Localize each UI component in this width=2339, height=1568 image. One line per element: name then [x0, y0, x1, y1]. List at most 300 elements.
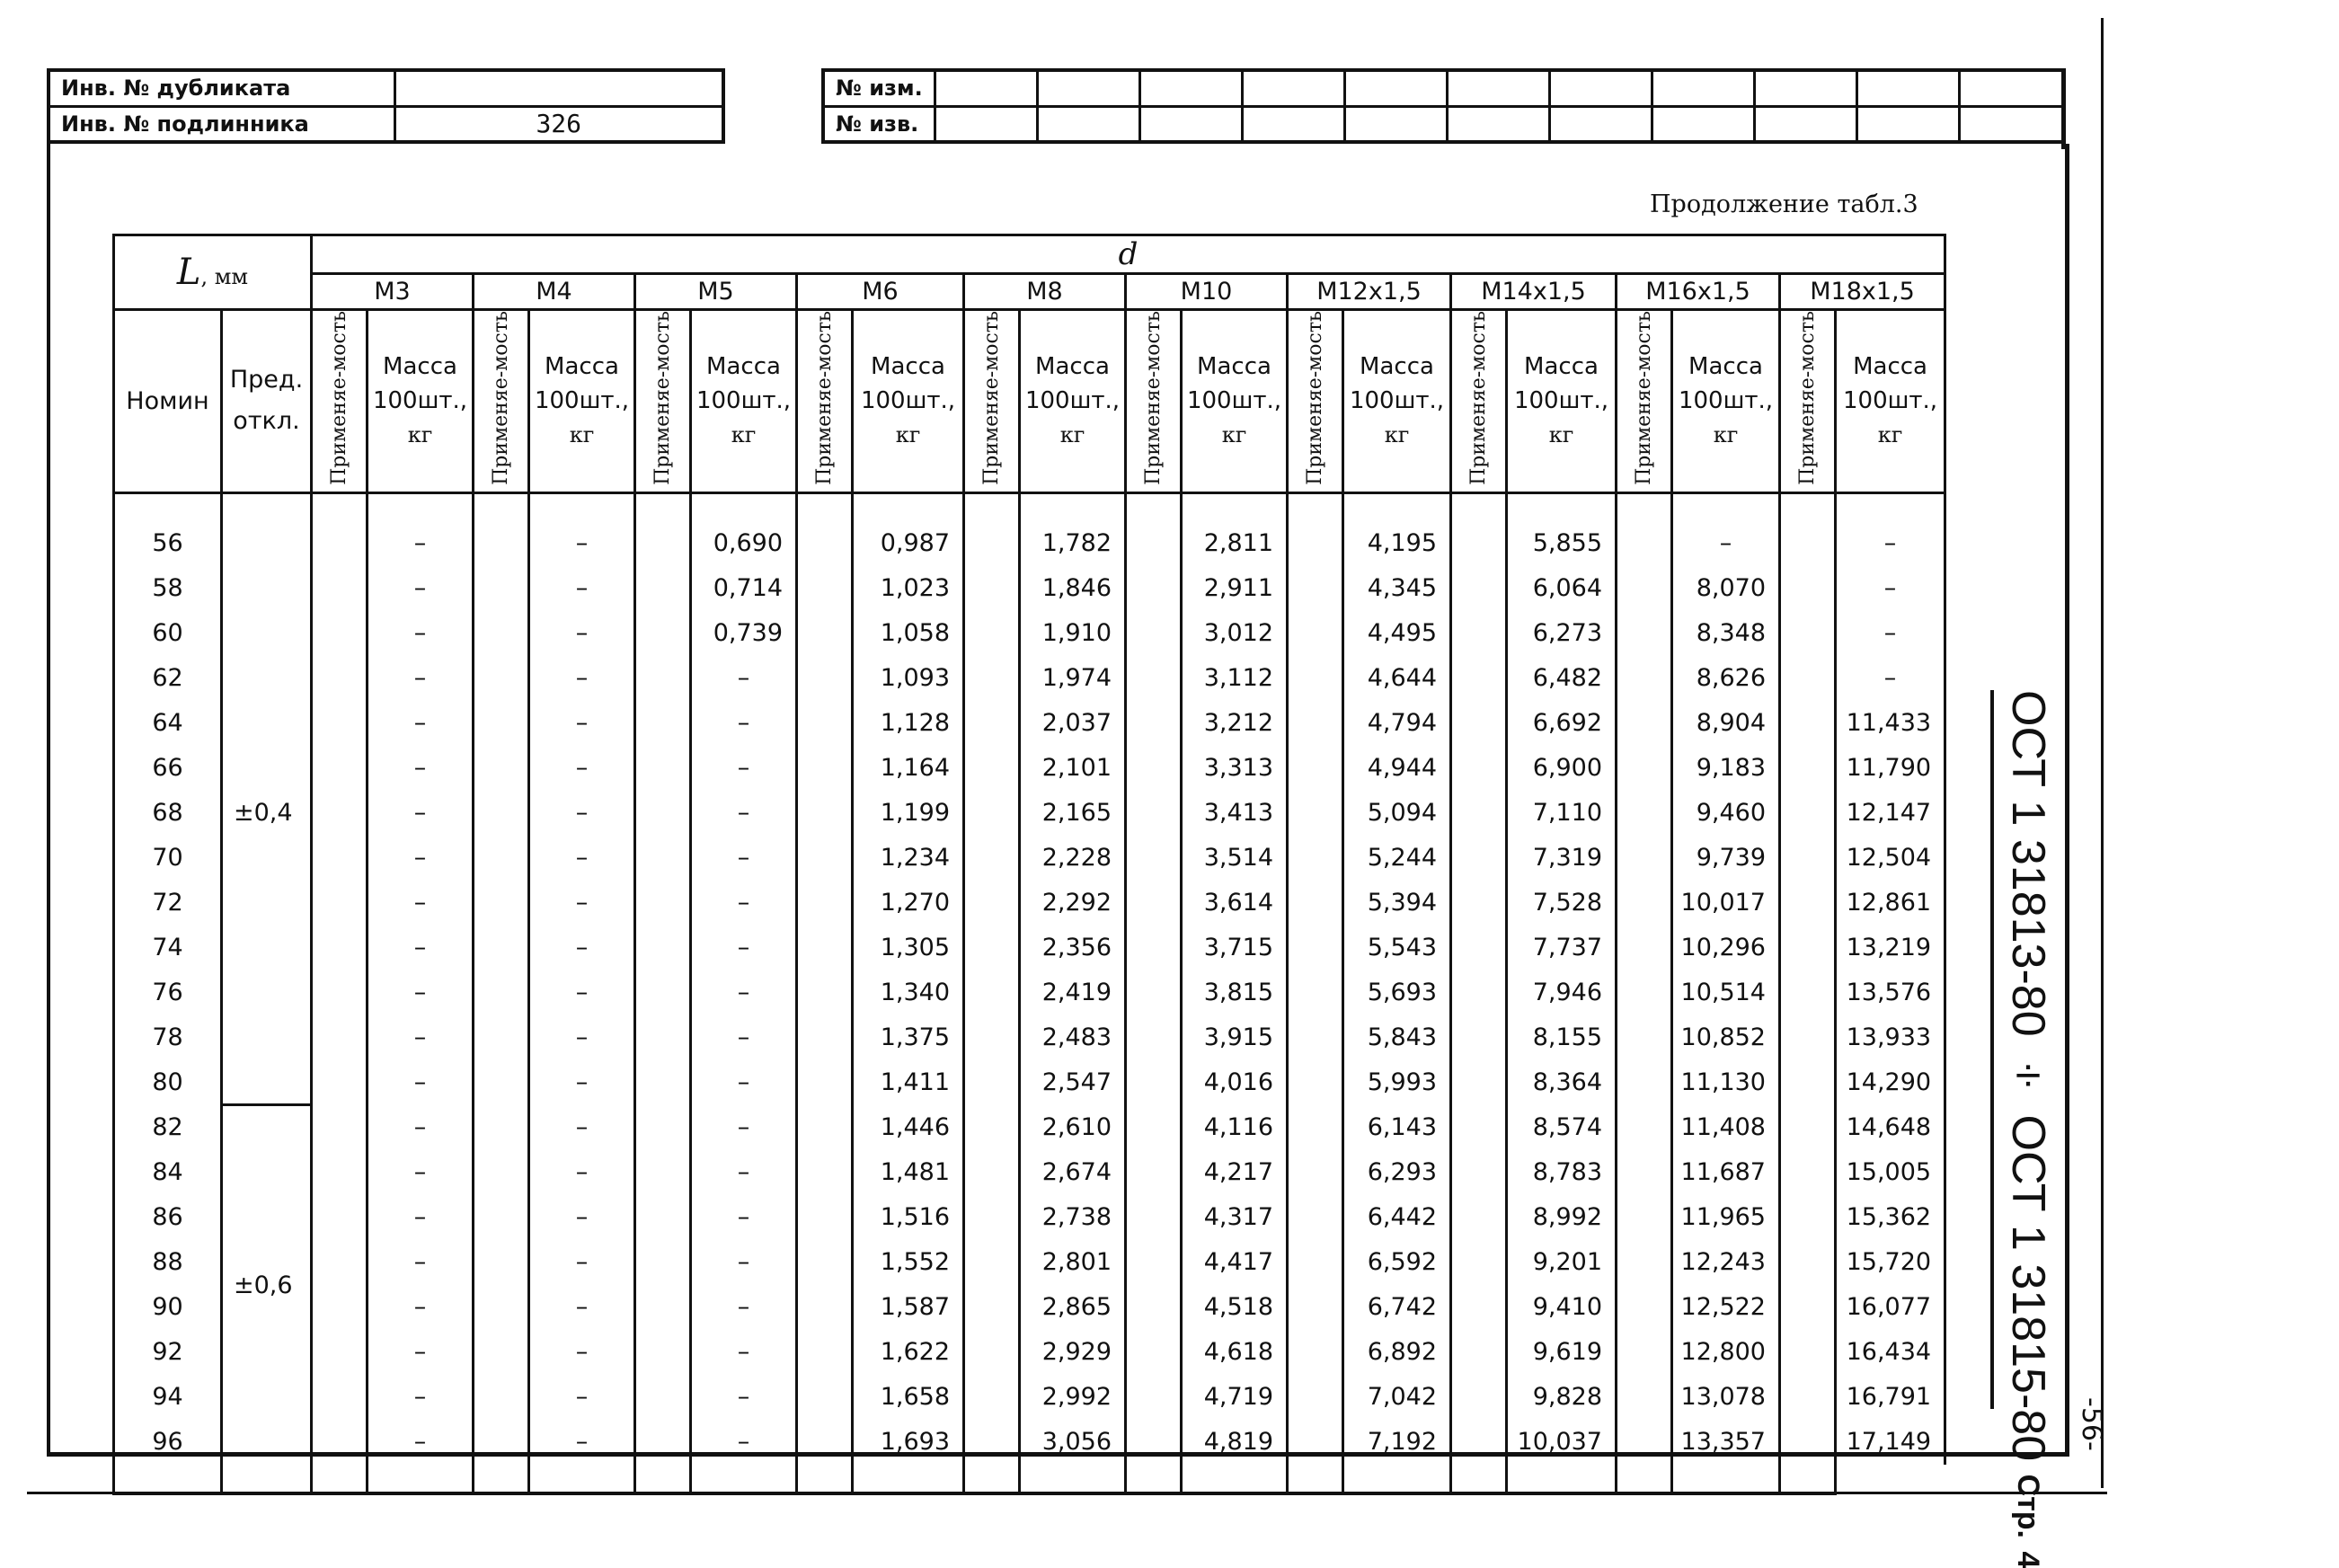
applicability-cell [797, 1195, 853, 1240]
applicability-cell [1288, 521, 1343, 566]
applicability-cell [797, 1330, 853, 1375]
applicability-cell [1617, 1015, 1672, 1060]
mass-value: 7,319 [1507, 836, 1617, 881]
mass-value: 11,433 [1836, 701, 1945, 746]
applicability-cell [635, 1420, 691, 1465]
applicability-cell [1780, 881, 1836, 926]
length-symbol: L [176, 252, 201, 293]
applicability-cell [964, 1420, 1020, 1465]
mass-value: 1,093 [853, 656, 964, 701]
mass-unit-label: кг [569, 422, 595, 448]
applicability-cell [1126, 1015, 1182, 1060]
applicability-cell [1451, 1285, 1507, 1330]
applicability-cell [474, 1285, 529, 1330]
applicability-cell [312, 1060, 368, 1105]
frame-right-line [2061, 68, 2066, 149]
applicability-cell [1451, 1105, 1507, 1150]
mass-value: 0,690 [691, 521, 797, 566]
applicability-cell [635, 1015, 691, 1060]
applicability-cell [1451, 656, 1507, 701]
applicability-cell [474, 521, 529, 566]
mass-value: 8,348 [1672, 611, 1780, 656]
mass-value: – [529, 746, 635, 791]
applicability-cell [1288, 1285, 1343, 1330]
length-value: 68 [114, 791, 222, 836]
mass-value: 0,739 [691, 611, 797, 656]
applicability-cell [964, 1195, 1020, 1240]
mass-value: 1,481 [853, 1150, 964, 1195]
table-row [114, 1015, 1945, 1060]
mass-value: 1,910 [1020, 611, 1126, 656]
mass-value: – [691, 1015, 797, 1060]
mass-value: 2,911 [1182, 566, 1288, 611]
spacer-cell [1507, 492, 1617, 521]
length-value: 88 [114, 1240, 222, 1285]
change-no-label: № изм. [823, 70, 935, 106]
mass-value: 12,243 [1672, 1240, 1780, 1285]
spacer-cell [797, 492, 853, 521]
mass-header [1836, 310, 1945, 493]
mass-value: – [529, 1375, 635, 1420]
mass-value: – [529, 836, 635, 881]
mass-value: 5,843 [1343, 1015, 1451, 1060]
mass-value: 4,116 [1182, 1105, 1288, 1150]
length-value: 56 [114, 521, 222, 566]
mass-value: 4,644 [1343, 656, 1451, 701]
mass-value: 12,147 [1836, 791, 1945, 836]
mass-label: Масса [1035, 353, 1110, 381]
mass-value: 2,738 [1020, 1195, 1126, 1240]
spacer-cell [474, 492, 529, 521]
mass-value: – [529, 656, 635, 701]
table-continuation-label: Продолжение табл.3 [1650, 190, 1918, 218]
applicability-cell [312, 611, 368, 656]
mass-value: 10,852 [1672, 1015, 1780, 1060]
mass-value: – [368, 926, 474, 970]
mass-value: – [529, 1330, 635, 1375]
mass-value: – [368, 1105, 474, 1150]
mass-value: 1,270 [853, 881, 964, 926]
applicability-cell [1126, 836, 1182, 881]
mass-value: – [691, 1330, 797, 1375]
applicability-cell [1288, 1150, 1343, 1195]
mass-value: 1,305 [853, 926, 964, 970]
applicability-cell [1780, 1195, 1836, 1240]
mass-unit-label: кг [1059, 422, 1085, 448]
mass-value: 7,946 [1507, 970, 1617, 1015]
table-row [114, 566, 1945, 611]
mass-value: 7,042 [1343, 1375, 1451, 1420]
applicability-cell [1288, 1015, 1343, 1060]
mass-value: 5,693 [1343, 970, 1451, 1015]
applicability-cell [312, 1420, 368, 1465]
mass-qty-label: 100шт., [1513, 387, 1609, 415]
mass-value: 4,719 [1182, 1375, 1288, 1420]
mass-value: – [529, 791, 635, 836]
applicability-cell [312, 1285, 368, 1330]
mass-label: Масса [383, 353, 457, 381]
mass-value: – [368, 611, 474, 656]
applicability-header [1451, 310, 1507, 493]
applicability-cell [1126, 970, 1182, 1015]
mass-value: 3,413 [1182, 791, 1288, 836]
mass-value: 1,411 [853, 1060, 964, 1105]
applicability-cell [1451, 1420, 1507, 1465]
applicability-cell [1126, 881, 1182, 926]
mass-value: 2,929 [1020, 1330, 1126, 1375]
mass-value: 4,495 [1343, 611, 1451, 656]
mass-label: Масса [706, 353, 781, 381]
mass-label: Масса [545, 353, 619, 381]
mass-label: Масса [1197, 353, 1271, 381]
mass-value: – [691, 1285, 797, 1330]
applicability-cell [1780, 1015, 1836, 1060]
applicability-cell [312, 1015, 368, 1060]
thread-size-header: М5 [635, 274, 797, 310]
applicability-cell [797, 1150, 853, 1195]
table-row [114, 926, 1945, 970]
applicability-cell [312, 1195, 368, 1240]
applicability-cell [474, 1015, 529, 1060]
mass-value: 9,460 [1672, 791, 1780, 836]
applicability-cell [1617, 926, 1672, 970]
mass-value: – [691, 656, 797, 701]
applicability-header [1288, 310, 1343, 493]
applicability-cell [312, 926, 368, 970]
frame-top-left-line [47, 68, 50, 149]
spacer-cell [1617, 492, 1672, 521]
tolerance-label-1: Пред. [229, 366, 304, 394]
mass-value: 1,516 [853, 1195, 964, 1240]
spacer-cell [964, 1465, 1020, 1493]
applicability-cell [635, 521, 691, 566]
spacer-cell [312, 492, 368, 521]
applicability-cell [1617, 611, 1672, 656]
applicability-cell [1288, 791, 1343, 836]
mass-value: 1,974 [1020, 656, 1126, 701]
applicability-cell [1780, 611, 1836, 656]
applicability-cell [635, 970, 691, 1015]
applicability-cell [474, 746, 529, 791]
sheet-label: Стр. [2011, 1474, 2045, 1538]
applicability-cell [635, 746, 691, 791]
mass-value: 3,112 [1182, 656, 1288, 701]
mass-value: 3,614 [1182, 881, 1288, 926]
mass-value: 10,296 [1672, 926, 1780, 970]
mass-value: 16,791 [1836, 1375, 1945, 1420]
change-stamp [821, 68, 2066, 144]
mass-value: – [529, 1420, 635, 1465]
mass-value: 6,293 [1343, 1150, 1451, 1195]
mass-value: 5,394 [1343, 881, 1451, 926]
mass-value: 16,434 [1836, 1330, 1945, 1375]
spacer-cell [1836, 492, 1945, 521]
applicability-cell [312, 566, 368, 611]
mass-value: – [691, 1150, 797, 1195]
mass-value: – [1672, 521, 1780, 566]
mass-value: 9,828 [1507, 1375, 1617, 1420]
mass-value: 9,183 [1672, 746, 1780, 791]
applicability-cell [1617, 1195, 1672, 1240]
mass-value: 7,737 [1507, 926, 1617, 970]
spacer-cell [529, 1465, 635, 1493]
applicability-cell [1780, 521, 1836, 566]
applicability-cell [1780, 1330, 1836, 1375]
table-row [114, 1240, 1945, 1285]
table-row [114, 1105, 1945, 1150]
mass-value: 13,576 [1836, 970, 1945, 1015]
mass-value: 6,064 [1507, 566, 1617, 611]
applicability-cell [797, 656, 853, 701]
mass-label: Масса [1688, 353, 1763, 381]
applicability-cell [1451, 791, 1507, 836]
spacer-cell [312, 1465, 368, 1493]
applicability-cell [312, 1330, 368, 1375]
mass-value: 4,518 [1182, 1285, 1288, 1330]
mass-value: – [368, 1195, 474, 1240]
mass-value: 2,865 [1020, 1285, 1126, 1330]
mass-value: 6,482 [1507, 656, 1617, 701]
mass-value: 2,801 [1020, 1240, 1126, 1285]
mass-value: 2,610 [1020, 1105, 1126, 1150]
mass-value: – [368, 1240, 474, 1285]
applicability-label: Применяе-мость [1303, 311, 1326, 485]
mass-value: 6,273 [1507, 611, 1617, 656]
mass-value: 2,483 [1020, 1015, 1126, 1060]
spacer-cell [1288, 1465, 1343, 1493]
applicability-cell [1126, 791, 1182, 836]
table-row [114, 1195, 1945, 1240]
applicability-label: Применяе-мость [327, 311, 350, 485]
mass-value: 8,626 [1672, 656, 1780, 701]
applicability-cell [1126, 1240, 1182, 1285]
length-value: 92 [114, 1330, 222, 1375]
applicability-cell [1126, 1105, 1182, 1150]
applicability-cell [474, 926, 529, 970]
mass-value: – [368, 1015, 474, 1060]
mass-unit-label: кг [1548, 422, 1574, 448]
applicability-cell [1451, 1240, 1507, 1285]
mass-header [1507, 310, 1617, 493]
applicability-cell [1451, 881, 1507, 926]
mass-value: – [529, 881, 635, 926]
mass-value: 9,739 [1672, 836, 1780, 881]
applicability-cell [797, 701, 853, 746]
applicability-cell [635, 1330, 691, 1375]
mass-value: 2,811 [1182, 521, 1288, 566]
mass-value: 7,528 [1507, 881, 1617, 926]
applicability-cell [964, 1240, 1020, 1285]
applicability-cell [1780, 1375, 1836, 1420]
length-value: 80 [114, 1060, 222, 1105]
spacer-cell [1343, 492, 1451, 521]
applicability-cell [474, 1375, 529, 1420]
applicability-cell [1780, 1060, 1836, 1105]
mass-value: 15,362 [1836, 1195, 1945, 1240]
applicability-cell [635, 566, 691, 611]
applicability-cell [797, 1240, 853, 1285]
mass-value: 1,587 [853, 1285, 964, 1330]
mass-value: 1,552 [853, 1240, 964, 1285]
mass-value: 15,720 [1836, 1240, 1945, 1285]
applicability-cell [1126, 656, 1182, 701]
applicability-cell [635, 1240, 691, 1285]
mass-value: 13,933 [1836, 1015, 1945, 1060]
mass-value: – [368, 1285, 474, 1330]
applicability-cell [1617, 656, 1672, 701]
applicability-cell [797, 1375, 853, 1420]
mass-value: 2,356 [1020, 926, 1126, 970]
applicability-cell [797, 566, 853, 611]
mass-value: 7,110 [1507, 791, 1617, 836]
applicability-cell [964, 1105, 1020, 1150]
mass-value: 8,904 [1672, 701, 1780, 746]
applicability-cell [1126, 746, 1182, 791]
applicability-cell [1780, 1285, 1836, 1330]
table-row [114, 1375, 1945, 1420]
spacer-cell [1780, 1465, 1836, 1493]
table-row [114, 1060, 1945, 1105]
mass-value: 4,417 [1182, 1240, 1288, 1285]
spacer-cell [691, 492, 797, 521]
applicability-header [1617, 310, 1672, 493]
applicability-cell [474, 1150, 529, 1195]
mass-value: – [529, 1195, 635, 1240]
mass-value: 2,547 [1020, 1060, 1126, 1105]
applicability-cell [474, 656, 529, 701]
length-value: 62 [114, 656, 222, 701]
page-number: -56- [2076, 1397, 2107, 1451]
applicability-cell [1288, 970, 1343, 1015]
spacer-cell [635, 492, 691, 521]
applicability-cell [1780, 1420, 1836, 1465]
applicability-cell [964, 701, 1020, 746]
applicability-cell [1126, 1060, 1182, 1105]
applicability-cell [797, 836, 853, 881]
mass-label: Масса [1360, 353, 1434, 381]
mass-value: 13,357 [1672, 1420, 1780, 1465]
applicability-label: Применяе-мость [651, 311, 674, 485]
applicability-header [474, 310, 529, 493]
applicability-cell [1780, 791, 1836, 836]
spacer-cell [114, 1465, 222, 1493]
mass-value: 2,228 [1020, 836, 1126, 881]
applicability-cell [1617, 1330, 1672, 1375]
mass-value: 1,199 [853, 791, 964, 836]
applicability-cell [1288, 1060, 1343, 1105]
applicability-cell [312, 1375, 368, 1420]
thread-size-header: М10 [1126, 274, 1288, 310]
applicability-cell [1451, 521, 1507, 566]
inventory-stamp [47, 68, 725, 144]
applicability-cell [964, 881, 1020, 926]
spacer-cell [1507, 1465, 1617, 1493]
spacer-cell [853, 1465, 964, 1493]
mass-value: – [691, 1375, 797, 1420]
applicability-cell [1288, 746, 1343, 791]
mass-qty-label: 100шт., [860, 387, 956, 415]
applicability-header [635, 310, 691, 493]
length-value: 86 [114, 1195, 222, 1240]
applicability-label: Применяе-мость [1795, 311, 1819, 485]
spacer-cell [1020, 1465, 1126, 1493]
mass-value: 2,674 [1020, 1150, 1126, 1195]
thread-size-header: М6 [797, 274, 964, 310]
spacer-cell [1343, 1465, 1451, 1493]
mass-value: – [691, 1105, 797, 1150]
mass-value: 5,855 [1507, 521, 1617, 566]
mass-value: – [691, 746, 797, 791]
length-header [114, 235, 312, 310]
mass-value: – [529, 926, 635, 970]
applicability-cell [312, 701, 368, 746]
applicability-cell [1451, 746, 1507, 791]
applicability-cell [797, 791, 853, 836]
mass-value: – [691, 1060, 797, 1105]
mass-value: 1,782 [1020, 521, 1126, 566]
mass-value: 3,056 [1020, 1420, 1126, 1465]
spacer-cell [222, 1465, 312, 1493]
length-value: 74 [114, 926, 222, 970]
applicability-cell [1288, 1375, 1343, 1420]
mass-value: 8,992 [1507, 1195, 1617, 1240]
mass-value: 1,693 [853, 1420, 964, 1465]
applicability-cell [964, 926, 1020, 970]
applicability-cell [635, 836, 691, 881]
thread-size-header: М8 [964, 274, 1126, 310]
mass-value: – [1836, 566, 1945, 611]
applicability-cell [964, 1330, 1020, 1375]
designation-text: ОСТ 1 31813-80 ÷ ОСТ 1 31815-80 [2002, 690, 2054, 1462]
mass-value: 3,915 [1182, 1015, 1288, 1060]
mass-value: 4,217 [1182, 1150, 1288, 1195]
thread-size-header: М3 [312, 274, 474, 310]
applicability-cell [1780, 1240, 1836, 1285]
applicability-cell [1288, 926, 1343, 970]
applicability-cell [312, 970, 368, 1015]
length-value: 66 [114, 746, 222, 791]
mass-value: – [368, 791, 474, 836]
mass-value: 6,442 [1343, 1195, 1451, 1240]
length-value: 58 [114, 566, 222, 611]
applicability-cell [1617, 1285, 1672, 1330]
applicability-cell [1451, 1330, 1507, 1375]
applicability-cell [1288, 1240, 1343, 1285]
spacer-cell [1126, 1465, 1182, 1493]
mass-value: 3,815 [1182, 970, 1288, 1015]
mass-label: Масса [1524, 353, 1599, 381]
mass-value: – [691, 1195, 797, 1240]
spacer-cell [964, 492, 1020, 521]
mass-value: 0,714 [691, 566, 797, 611]
table-row [114, 791, 1945, 836]
mass-header [1020, 310, 1126, 493]
applicability-cell [964, 1150, 1020, 1195]
applicability-cell [1617, 791, 1672, 836]
mass-value: – [1836, 521, 1945, 566]
inv-duplicate-label: Инв. № дубликата [49, 70, 394, 106]
applicability-cell [1451, 701, 1507, 746]
spacer-cell [1672, 492, 1780, 521]
mass-value: – [691, 970, 797, 1015]
mass-value: 3,715 [1182, 926, 1288, 970]
applicability-cell [1126, 1375, 1182, 1420]
spacer-cell [1020, 492, 1126, 521]
spacer-row [114, 1465, 1945, 1493]
mass-value: 1,446 [853, 1105, 964, 1150]
applicability-cell [474, 611, 529, 656]
spacer-cell [853, 492, 964, 521]
